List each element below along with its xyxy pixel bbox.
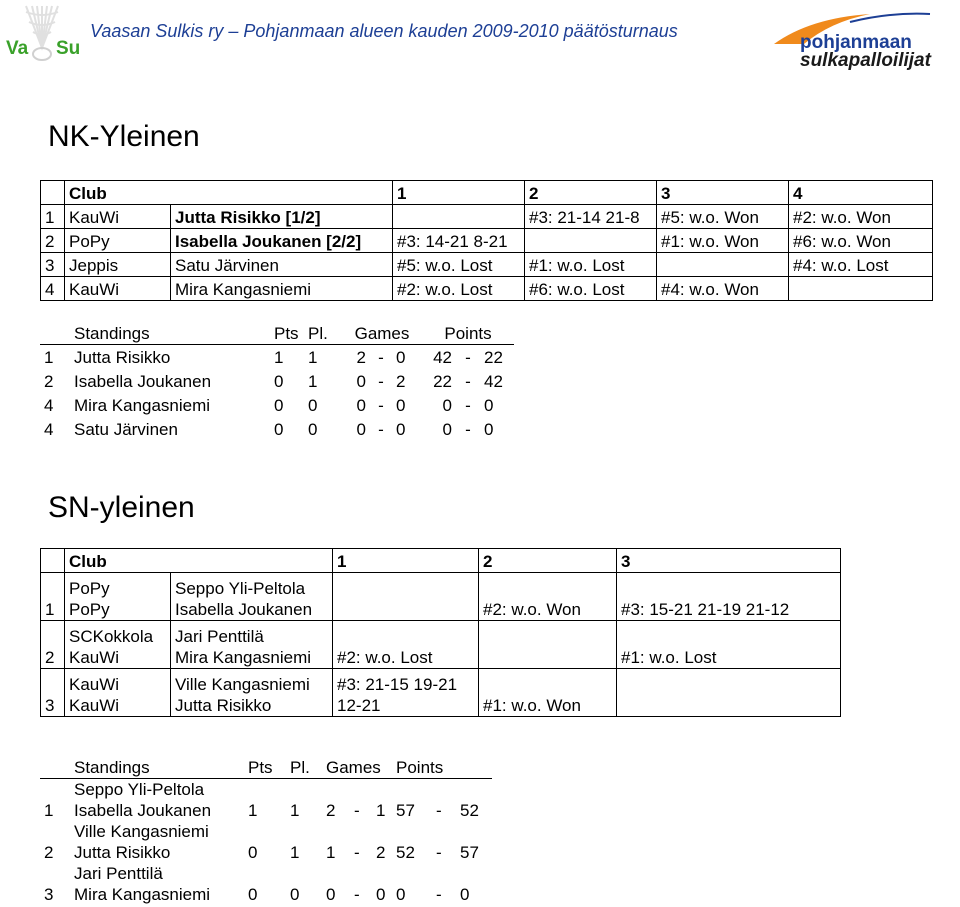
match-cell xyxy=(479,621,617,669)
match-cell: #2: w.o. Lost xyxy=(393,277,525,301)
standings-pair xyxy=(70,863,244,905)
points-sep: - xyxy=(436,800,442,820)
standings-row xyxy=(40,863,492,905)
points-sep: - xyxy=(465,396,471,415)
standings-rank: 3 xyxy=(44,884,54,904)
row-players xyxy=(171,573,333,621)
standings-header-label: Standings xyxy=(70,754,244,778)
standings-rank: 1 xyxy=(44,348,54,367)
row-club: KauWi xyxy=(65,205,171,229)
standings-header-row xyxy=(40,754,492,778)
nk-standings xyxy=(40,320,514,440)
sn-standings xyxy=(40,754,492,905)
row-club-2: PoPy xyxy=(69,600,110,619)
row-players xyxy=(171,669,333,717)
row-num: 3 xyxy=(41,253,65,277)
standings-header-pl: Pl. xyxy=(304,320,342,344)
standings-pl: 1 xyxy=(290,842,300,862)
row-clubs xyxy=(65,621,171,669)
games-lost: 0 xyxy=(396,396,406,415)
match-cell: #1: w.o. Won xyxy=(657,229,789,253)
games-lost: 0 xyxy=(376,884,386,904)
row-club: PoPy xyxy=(65,229,171,253)
standings-rank: 2 xyxy=(44,372,54,391)
standings-pair xyxy=(70,778,244,821)
row-player-2: Jutta Risikko xyxy=(175,696,272,715)
games-won: 0 xyxy=(356,372,366,391)
standings-name: Satu Järvinen xyxy=(74,420,178,439)
sn-draw-grid xyxy=(40,548,841,717)
points-lost: 0 xyxy=(484,396,494,415)
standings-header-games: Games xyxy=(342,320,422,344)
points-sep: - xyxy=(465,348,471,367)
standings-header-pl: Pl. xyxy=(286,754,322,778)
standings-name: Isabella Joukanen xyxy=(74,372,212,391)
match-cell: #3: 14-21 8-21 xyxy=(393,229,525,253)
match-cell: #1: w.o. Lost xyxy=(617,621,841,669)
match-cell xyxy=(525,229,657,253)
points-won: 42 xyxy=(433,348,452,367)
games-lost: 0 xyxy=(396,420,406,439)
logo-left-su: Su xyxy=(56,38,80,59)
match-cell: #3: 15-21 21-19 21-12 xyxy=(617,573,841,621)
standings-name-1: Jari Penttilä xyxy=(74,863,163,883)
games-lost: 0 xyxy=(396,348,406,367)
match-line-2: #2: w.o. Lost xyxy=(337,648,433,667)
match-cell: #5: w.o. Lost xyxy=(393,253,525,277)
points-won: 0 xyxy=(442,420,452,439)
games-sep: - xyxy=(354,800,360,820)
standings-name-2: Isabella Joukanen xyxy=(74,800,212,820)
standings-header-pts: Pts xyxy=(270,320,304,344)
match-cell: #2: w.o. Won xyxy=(479,573,617,621)
grid-header-2: 2 xyxy=(525,181,657,205)
table-row xyxy=(41,573,841,621)
row-clubs xyxy=(65,573,171,621)
table-row xyxy=(41,277,933,301)
points-sep: - xyxy=(436,884,442,904)
logo-right-line1: pohjanmaan xyxy=(800,32,912,53)
points-lost: 52 xyxy=(460,800,479,820)
match-cell xyxy=(333,621,479,669)
match-cell xyxy=(789,277,933,301)
games-sep: - xyxy=(378,420,384,439)
grid-header-4: 4 xyxy=(789,181,933,205)
row-clubs xyxy=(65,669,171,717)
standings-rank: 4 xyxy=(44,396,54,415)
row-club: KauWi xyxy=(65,277,171,301)
standings-name-1: Ville Kangasniemi xyxy=(74,821,209,841)
standings-pts: 0 xyxy=(274,420,284,439)
section-title-sn-yleinen: SN-yleinen xyxy=(48,491,195,524)
points-lost: 42 xyxy=(484,372,503,391)
match-cell: #4: w.o. Won xyxy=(657,277,789,301)
points-won: 22 xyxy=(433,372,452,391)
standings-rank: 1 xyxy=(44,800,54,820)
row-num: 2 xyxy=(41,621,65,669)
row-club-1: PoPy xyxy=(69,579,110,598)
grid-header-1: 1 xyxy=(393,181,525,205)
grid-header-num xyxy=(41,549,65,573)
points-won: 0 xyxy=(396,884,406,904)
standings-pts: 0 xyxy=(248,884,258,904)
logo-left-va: Va xyxy=(6,38,29,59)
match-cell xyxy=(393,205,525,229)
games-won: 0 xyxy=(326,884,336,904)
row-num: 2 xyxy=(41,229,65,253)
match-line-2: 12-21 xyxy=(337,696,381,715)
match-cell xyxy=(333,573,479,621)
points-lost: 57 xyxy=(460,842,479,862)
standings-row xyxy=(40,368,514,392)
row-club-2: KauWi xyxy=(69,696,120,715)
match-cell xyxy=(657,253,789,277)
standings-name-2: Jutta Risikko xyxy=(74,842,171,862)
standings-pts: 0 xyxy=(274,396,284,415)
standings-pts: 0 xyxy=(274,372,284,391)
standings-pl: 1 xyxy=(290,800,300,820)
row-player-1: Seppo Yli-Peltola xyxy=(175,579,306,598)
shuttlecock-icon xyxy=(26,6,58,60)
games-lost: 2 xyxy=(376,842,386,862)
table-row xyxy=(41,205,933,229)
row-players xyxy=(171,621,333,669)
standings-name-1: Seppo Yli-Peltola xyxy=(74,779,205,799)
row-num: 4 xyxy=(41,277,65,301)
points-lost: 0 xyxy=(460,884,470,904)
table-row xyxy=(41,669,841,717)
grid-header-num xyxy=(41,181,65,205)
standings-row xyxy=(40,416,514,440)
table-row xyxy=(41,253,933,277)
points-lost: 0 xyxy=(484,420,494,439)
games-sep: - xyxy=(378,348,384,367)
games-sep: - xyxy=(378,372,384,391)
header-title: Vaasan Sulkis ry – Pohjanmaan alueen kauden 2009-2010 päätösturnaus xyxy=(90,21,678,41)
nk-draw-grid xyxy=(40,180,933,301)
match-cell: #2: w.o. Won xyxy=(789,205,933,229)
row-club-2: KauWi xyxy=(69,648,120,667)
standings-header-points: Points xyxy=(422,320,514,344)
grid-header-row xyxy=(41,181,933,205)
logo-right-line2: sulkapalloilijat xyxy=(800,50,931,70)
grid-header-row xyxy=(41,549,841,573)
standings-pl: 1 xyxy=(308,372,318,391)
standings-pl: 0 xyxy=(308,420,318,439)
games-won: 0 xyxy=(356,420,366,439)
match-cell: #4: w.o. Lost xyxy=(789,253,933,277)
standings-header-games: Games xyxy=(322,754,392,778)
row-player: Jutta Risikko [1/2] xyxy=(171,205,393,229)
row-player: Mira Kangasniemi xyxy=(171,277,393,301)
standings-pair xyxy=(70,821,244,863)
standings-rank: 2 xyxy=(44,842,54,862)
match-cell: #6: w.o. Won xyxy=(789,229,933,253)
match-cell: #6: w.o. Lost xyxy=(525,277,657,301)
games-sep: - xyxy=(378,396,384,415)
grid-header-club: Club xyxy=(65,549,333,573)
row-player-2: Isabella Joukanen xyxy=(175,600,313,619)
games-won: 0 xyxy=(356,396,366,415)
standings-row xyxy=(40,778,492,821)
standings-pts: 0 xyxy=(248,842,258,862)
games-won: 2 xyxy=(356,348,366,367)
row-player: Isabella Joukanen [2/2] xyxy=(171,229,393,253)
row-num: 1 xyxy=(41,573,65,621)
standings-name: Mira Kangasniemi xyxy=(74,396,211,415)
row-player: Satu Järvinen xyxy=(171,253,393,277)
points-sep: - xyxy=(436,842,442,862)
points-won: 57 xyxy=(396,800,415,820)
grid-header-2: 2 xyxy=(479,549,617,573)
games-sep: - xyxy=(354,842,360,862)
points-won: 0 xyxy=(442,396,452,415)
table-row xyxy=(41,229,933,253)
row-club: Jeppis xyxy=(65,253,171,277)
games-lost: 2 xyxy=(396,372,406,391)
games-won: 2 xyxy=(326,800,336,820)
standings-header-row xyxy=(40,320,514,344)
standings-row xyxy=(40,344,514,368)
standings-name: Jutta Risikko xyxy=(74,348,171,367)
points-lost: 22 xyxy=(484,348,503,367)
points-sep: - xyxy=(465,372,471,391)
standings-row xyxy=(40,821,492,863)
row-player-2: Mira Kangasniemi xyxy=(175,648,312,667)
points-won: 52 xyxy=(396,842,415,862)
vasu-logo xyxy=(4,2,80,68)
match-cell: #5: w.o. Won xyxy=(657,205,789,229)
row-club-1: SCKokkola xyxy=(69,627,154,646)
match-cell xyxy=(333,669,479,717)
standings-header-points: Points xyxy=(392,754,492,778)
match-cell: #1: w.o. Lost xyxy=(525,253,657,277)
standings-rank: 4 xyxy=(44,420,54,439)
games-won: 1 xyxy=(326,842,336,862)
grid-header-1: 1 xyxy=(333,549,479,573)
pohjanmaan-logo xyxy=(770,8,956,70)
grid-header-3: 3 xyxy=(657,181,789,205)
standings-pl: 0 xyxy=(290,884,300,904)
standings-row xyxy=(40,392,514,416)
match-cell: #3: 21-14 21-8 xyxy=(525,205,657,229)
row-num: 3 xyxy=(41,669,65,717)
row-player-1: Jari Penttilä xyxy=(175,627,264,646)
row-club-1: KauWi xyxy=(69,675,120,694)
standings-pl: 1 xyxy=(308,348,318,367)
match-cell xyxy=(617,669,841,717)
standings-header-pts: Pts xyxy=(244,754,286,778)
standings-pts: 1 xyxy=(248,800,258,820)
section-title-nk-yleinen: NK-Yleinen xyxy=(48,120,200,153)
standings-pl: 0 xyxy=(308,396,318,415)
standings-name-2: Mira Kangasniemi xyxy=(74,884,211,904)
games-sep: - xyxy=(354,884,360,904)
row-num: 1 xyxy=(41,205,65,229)
table-row xyxy=(41,621,841,669)
row-player-1: Ville Kangasniemi xyxy=(175,675,310,694)
grid-header-3: 3 xyxy=(617,549,841,573)
match-cell: #1: w.o. Won xyxy=(479,669,617,717)
match-line-1: #3: 21-15 19-21 xyxy=(337,675,458,694)
grid-header-club: Club xyxy=(65,181,393,205)
standings-pts: 1 xyxy=(274,348,284,367)
games-lost: 1 xyxy=(376,800,386,820)
standings-header-label: Standings xyxy=(70,320,270,344)
points-sep: - xyxy=(465,420,471,439)
